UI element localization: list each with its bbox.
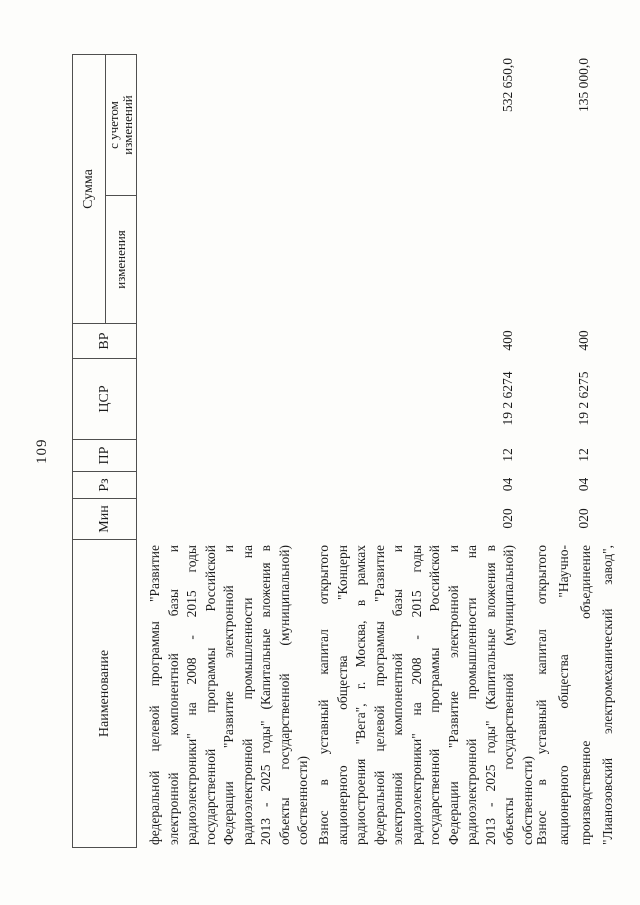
col-header-summa: Сумма [73,55,106,323]
name-line: радиоэлектронной промышленности на [239,545,255,845]
name-line: государственной программы Российской [427,545,442,845]
page-number: 109 [34,438,50,464]
name-cell [531,545,619,845]
name-line: Федерации "Развитие электронной и [221,545,236,845]
col-header-summa-group [73,55,136,323]
name-line: объекты государственной (муниципальной) [501,545,516,845]
name-line: радиостроения "Вега", г. Москва, в рамках [353,545,368,845]
name-line: радиоэлектроники" на 2008 - 2015 годы [184,545,199,845]
name-cell [315,545,537,845]
name-line: 2013 - 2025 годы" (Капитальные вложения в [482,545,498,845]
name-line: "Лианозовский электромеханический завод", [600,545,615,845]
table-row [146,54,313,848]
name-line: собственности) [519,756,535,845]
name-line: Федерации "Развитие электронной и [445,545,461,845]
name-line: электронной компонентной базы и [390,545,405,845]
code-cell-csr: 19 2 6275 [576,371,591,426]
code-cell-rz: 04 [576,477,591,492]
name-line: собственности) [295,756,310,845]
summa-subheaders [106,55,136,323]
s-uchetom-line1: с учетом [106,101,121,149]
col-header-rz: Рз [73,471,136,498]
code-cell-min: 020 [576,508,591,529]
col-header-min: Мин [73,498,136,539]
code-cell-pr: 12 [576,448,591,462]
col-header-izmeneniya: изменения [106,195,136,323]
budget-table-header [72,54,137,848]
col-header-pr: ПР [73,439,136,471]
sum-izmeneniya-cell [575,195,592,323]
name-line: федеральной целевой программы "Развитие [147,545,162,845]
code-cell-vr: 400 [500,330,515,351]
code-cell-pr: 12 [500,448,515,462]
name-line: производственное объединение [578,545,593,845]
col-header-vr: ВР [73,323,136,358]
s-uchetom-line2: изменений [120,95,135,155]
code-cell-min: 020 [500,508,515,529]
sum-total-cell: 135 000,0 [576,58,591,112]
name-line: радиоэлектронной промышленности на [464,545,479,845]
name-line: объекты государственной (муниципальной) [276,545,292,845]
name-line: государственной программы Российской [202,545,218,845]
name-line: электронной компонентной базы и [165,545,181,845]
name-line: акционерного общества "Научно- [556,545,571,845]
code-cell-rz: 04 [500,477,515,492]
col-header-s-uchetom-izmeneniy [106,55,136,195]
table-row [531,54,619,848]
name-cell [146,545,313,845]
code-cell-vr: 400 [576,330,591,351]
table-row [315,54,537,848]
col-header-csr: ЦСР [73,358,136,439]
code-cell-csr: 19 2 6274 [500,371,515,426]
name-line: 2013 - 2025 годы" (Капитальные вложения в [258,545,273,845]
name-line: Взнос в уставный капитал открытого [534,545,549,845]
name-line: Взнос в уставный капитал открытого [316,545,331,845]
codes-row [575,55,592,539]
sum-total-cell: 532 650,0 [500,58,515,112]
name-line: радиоэлектроники" на 2008 - 2015 годы [408,545,424,845]
col-header-name: Наименование [73,539,136,847]
sum-izmeneniya-cell [499,195,516,323]
name-line: федеральной целевой программы "Развитие [371,545,387,845]
name-line: акционерного общества "Концерн [334,545,350,845]
codes-row [499,55,516,539]
